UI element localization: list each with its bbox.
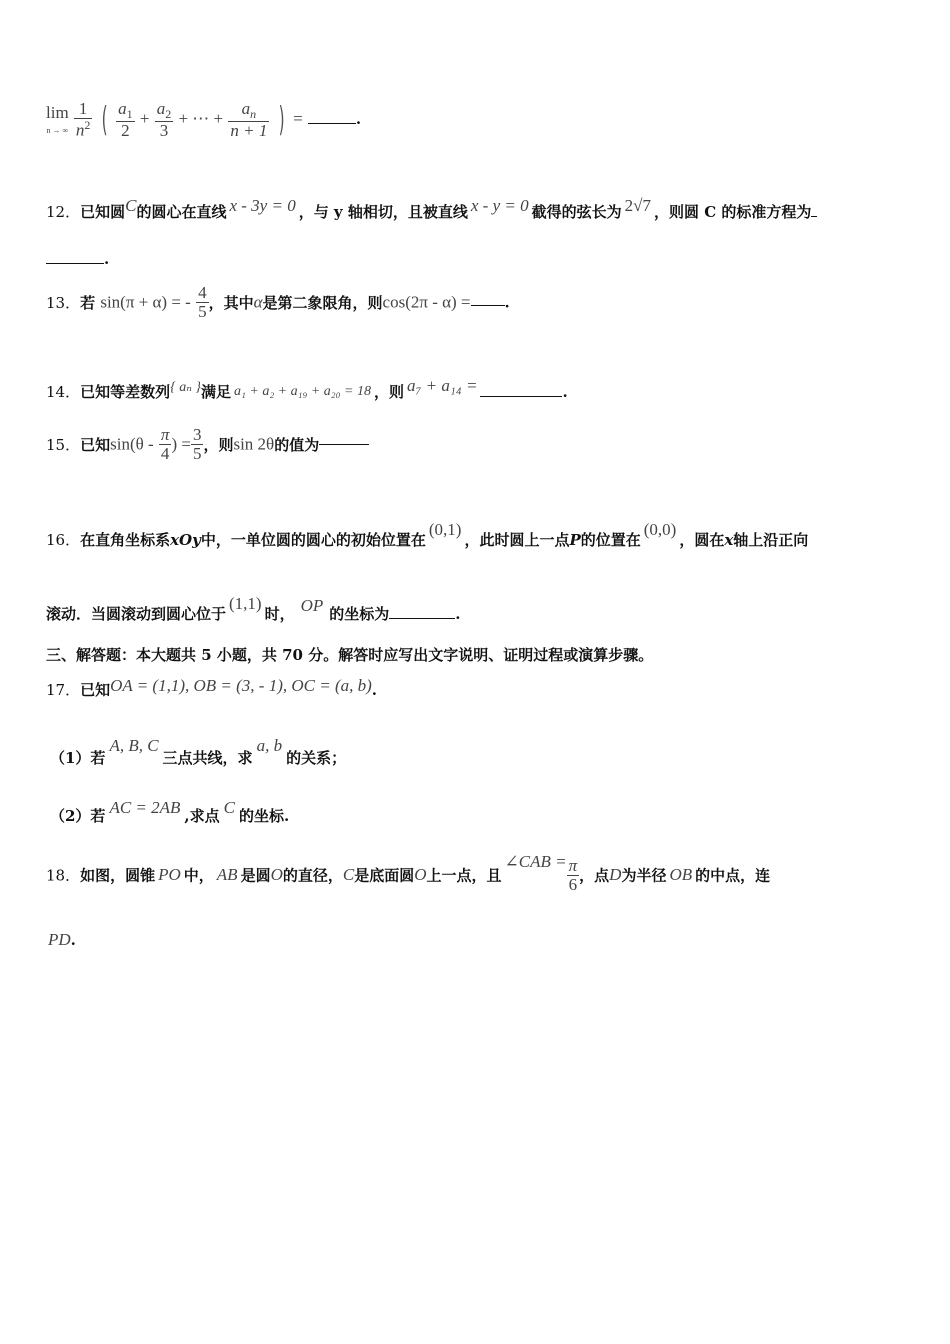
text: 三点共线，求 bbox=[162, 749, 253, 767]
answer-blank bbox=[471, 304, 505, 306]
math-OP: OP bbox=[300, 596, 324, 615]
text: ，则 bbox=[203, 435, 234, 454]
n-symbol: n bbox=[75, 120, 85, 140]
math-D: D bbox=[609, 865, 622, 884]
math-cond: a₁ + a₂ + a₁₉ + a₂₀ = 18 bbox=[234, 384, 371, 399]
text: 若 bbox=[80, 293, 96, 312]
text: 在直角坐标系 bbox=[80, 531, 171, 549]
term-a2-over-3 bbox=[155, 100, 174, 139]
math-OB: OB bbox=[669, 865, 693, 884]
math-ab: a, b bbox=[256, 736, 283, 755]
question-12 bbox=[46, 196, 817, 222]
math-xoy: xOy bbox=[170, 531, 201, 549]
denominator: 6 bbox=[568, 874, 578, 894]
math-AB: AB bbox=[216, 865, 238, 884]
text: 的圆心在直线 bbox=[136, 203, 227, 221]
denominator: 4 bbox=[160, 443, 170, 463]
lim-subscript: n → ∞ bbox=[46, 126, 69, 135]
equals-sign: = bbox=[293, 109, 303, 128]
math-P: P bbox=[569, 531, 581, 549]
question-17-part-2 bbox=[50, 798, 289, 826]
math-line1: x - 3y = 0 bbox=[229, 196, 296, 215]
numerator: π bbox=[160, 425, 170, 444]
a-symbol: a bbox=[156, 99, 166, 119]
answer-blank bbox=[480, 395, 562, 397]
math-C: C bbox=[342, 865, 355, 884]
math-expr2: sin 2θ bbox=[233, 434, 275, 454]
point-0-1: (0,1) bbox=[428, 520, 462, 539]
text: 满足 bbox=[200, 383, 231, 401]
question-number: 14． bbox=[46, 383, 81, 401]
math-expr: AC = 2AB bbox=[109, 798, 181, 817]
period: . bbox=[455, 605, 461, 623]
text: 已知 bbox=[80, 681, 111, 699]
text: 的坐标. bbox=[238, 807, 290, 825]
point-0-0: (0,0) bbox=[643, 520, 677, 539]
math-vectors: OA = (1,1), OB = (3, - 1), OC = (a, b) bbox=[110, 676, 372, 695]
question-12-cont bbox=[46, 250, 109, 268]
text: ，与 y 轴相切，且被直线 bbox=[298, 203, 468, 221]
math-expr: ) = bbox=[171, 434, 191, 454]
question-number: 17． bbox=[46, 681, 81, 699]
text: 滚动．当圆滚动到圆心位于 bbox=[46, 605, 227, 623]
math-expr: sin(π + α) = - bbox=[100, 292, 191, 312]
q11-limit-line bbox=[46, 100, 361, 140]
math-points: A, B, C bbox=[109, 736, 159, 755]
numerator: 3 bbox=[192, 425, 202, 444]
term-an-over-n1 bbox=[228, 100, 269, 139]
text: 的中点，连 bbox=[695, 866, 771, 885]
text: 为半径 bbox=[621, 866, 667, 885]
point-1-1: (1,1) bbox=[229, 594, 262, 613]
denominator: 3 bbox=[159, 120, 169, 140]
math-x: x bbox=[724, 531, 734, 549]
text: ，其中 bbox=[208, 293, 254, 312]
question-number: 12． bbox=[46, 203, 81, 221]
text: ,求点 bbox=[184, 807, 220, 825]
denominator: n + 1 bbox=[230, 120, 268, 140]
frac-numerator: 1 bbox=[74, 100, 93, 119]
text: 的值为 bbox=[274, 435, 320, 454]
period: . bbox=[355, 110, 362, 128]
a-symbol: a bbox=[118, 99, 127, 119]
fraction-pi-6 bbox=[567, 857, 580, 894]
numerator: π bbox=[568, 855, 578, 875]
answer-blank bbox=[308, 122, 356, 124]
text: 已知圆 bbox=[80, 203, 126, 221]
fraction-4-5 bbox=[196, 284, 209, 321]
text: 的位置在 bbox=[580, 531, 641, 549]
answer-blank bbox=[319, 443, 369, 445]
subscript: 1 bbox=[126, 107, 133, 122]
text: 是圆 bbox=[240, 866, 271, 885]
math-angle: ∠CAB = bbox=[504, 852, 567, 871]
math-C: C bbox=[125, 196, 137, 215]
section-3-heading: 三、解答题：本大题共 5 小题，共 70 分。解答时应写出文字说明、证明过程或演算步骤。 bbox=[46, 646, 654, 664]
text: 是底面圆 bbox=[354, 866, 415, 885]
text: ，点 bbox=[579, 866, 610, 885]
question-17-part-1 bbox=[50, 736, 346, 768]
answer-blank bbox=[811, 215, 817, 217]
denominator: 2 bbox=[121, 120, 130, 140]
text: 上一点，且 bbox=[426, 866, 502, 885]
math-expr: sin(θ - bbox=[110, 434, 154, 454]
ellipsis: + ⋯ + bbox=[178, 109, 224, 128]
question-16-cont bbox=[46, 594, 461, 624]
question-18-cont bbox=[48, 930, 76, 950]
question-14 bbox=[46, 376, 568, 402]
math-line2: x - y = 0 bbox=[470, 196, 529, 215]
math-seq: { aₙ } bbox=[170, 380, 201, 395]
period: . bbox=[371, 681, 378, 699]
one-over-n-squared bbox=[74, 100, 93, 139]
math-chord: 2√7 bbox=[624, 196, 651, 215]
part-label: （2）若 bbox=[50, 807, 106, 825]
period: . bbox=[504, 293, 510, 312]
question-18 bbox=[46, 852, 770, 893]
text: 已知等差数列 bbox=[80, 383, 171, 401]
question-15 bbox=[46, 426, 369, 463]
lim-label: lim bbox=[46, 103, 69, 122]
left-paren: ( bbox=[101, 100, 108, 140]
period: . bbox=[562, 383, 568, 401]
text: ，圆在 bbox=[679, 531, 725, 549]
text: 的关系； bbox=[286, 749, 347, 767]
numerator: 4 bbox=[198, 283, 207, 302]
text: 轴上沿正向 bbox=[733, 531, 809, 549]
math-alpha: α bbox=[253, 292, 263, 312]
math-PO: PO bbox=[158, 865, 181, 884]
right-paren: ) bbox=[278, 100, 285, 140]
text: ，则圆 C 的标准方程为 bbox=[653, 203, 812, 221]
text: 中， bbox=[183, 866, 214, 885]
fraction-3-5 bbox=[191, 426, 204, 463]
math-expr2: cos(2π - α) = bbox=[382, 292, 471, 312]
term-a1-over-2 bbox=[116, 100, 135, 139]
text: 中，一单位圆的圆心的初始位置在 bbox=[200, 531, 426, 549]
question-number: 18． bbox=[46, 866, 81, 885]
text: ，则 bbox=[374, 383, 405, 401]
subscript: 2 bbox=[165, 107, 172, 122]
subscript: n bbox=[250, 107, 257, 122]
math-O: O bbox=[270, 865, 283, 884]
math-PD: PD bbox=[48, 930, 71, 949]
period: . bbox=[104, 250, 110, 268]
question-13 bbox=[46, 284, 510, 321]
text: 是第二象限角，则 bbox=[262, 293, 383, 312]
question-17 bbox=[46, 676, 377, 700]
question-number: 16． bbox=[46, 531, 81, 549]
text: ，此时圆上一点 bbox=[464, 531, 570, 549]
question-16 bbox=[46, 520, 808, 550]
question-number: 15． bbox=[46, 435, 81, 454]
text: 时， bbox=[264, 605, 295, 623]
text: 已知 bbox=[80, 435, 111, 454]
text: 如图，圆锥 bbox=[80, 866, 156, 885]
question-number: 13． bbox=[46, 293, 81, 312]
a-symbol: a bbox=[241, 99, 251, 119]
text: 的直径， bbox=[282, 866, 343, 885]
part-label: （1）若 bbox=[50, 749, 106, 767]
math-C: C bbox=[223, 798, 235, 817]
text: 截得的弦长为 bbox=[531, 203, 622, 221]
math-target: a₇ + a₁₄ = bbox=[407, 376, 478, 395]
denominator: 5 bbox=[192, 443, 202, 463]
answer-blank bbox=[46, 262, 104, 264]
fraction-pi-4 bbox=[159, 426, 172, 463]
period: . bbox=[70, 931, 76, 949]
denominator: 5 bbox=[198, 301, 207, 321]
answer-blank bbox=[389, 617, 455, 619]
text: 的坐标为 bbox=[329, 605, 390, 623]
math-O: O bbox=[414, 865, 427, 884]
exponent: 2 bbox=[84, 118, 91, 133]
plus-sign: + bbox=[139, 109, 150, 128]
